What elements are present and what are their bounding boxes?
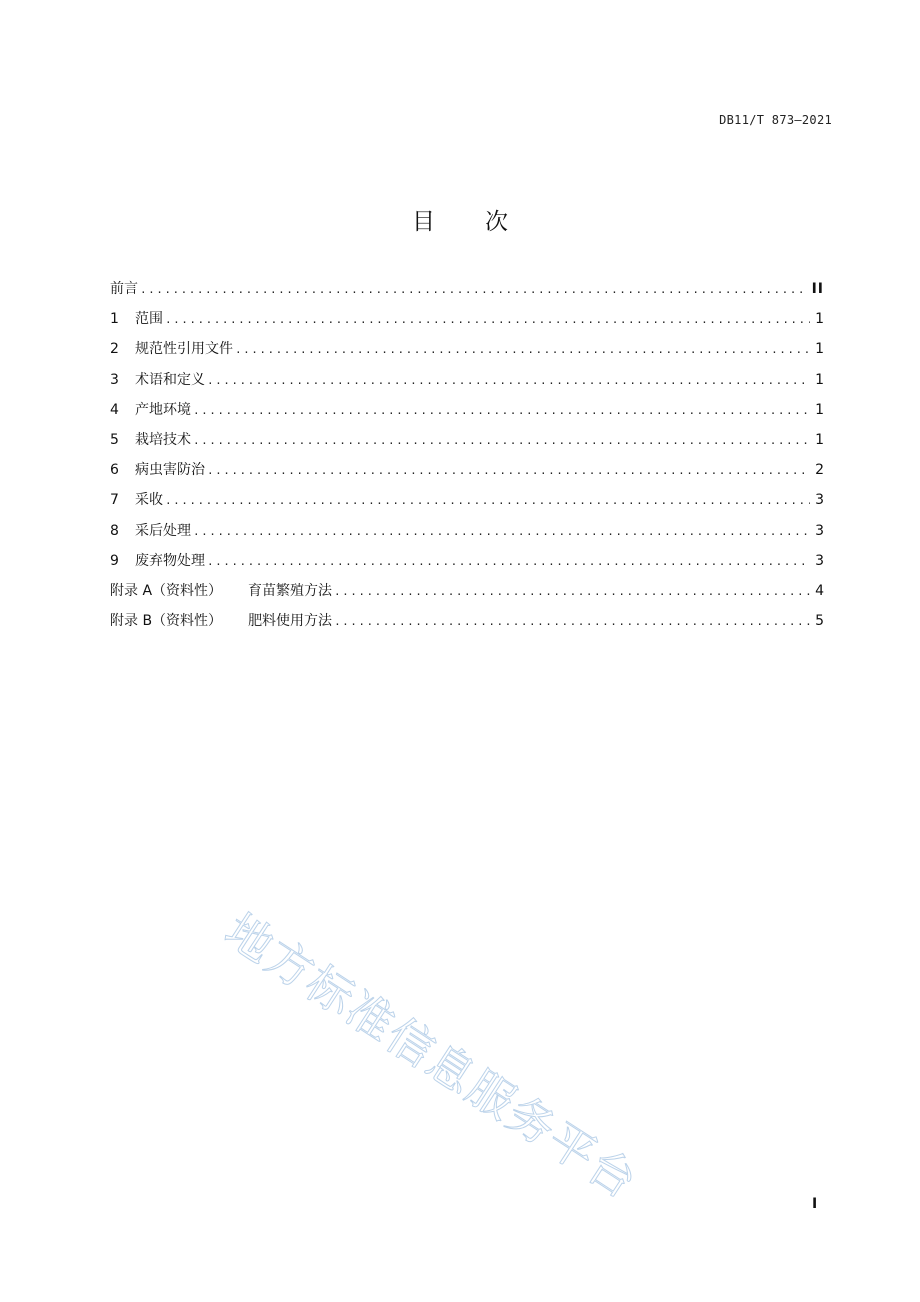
toc-leader-dots: [207, 552, 810, 572]
toc-label: 采后处理: [135, 522, 191, 539]
toc-leader-dots: [140, 280, 808, 300]
toc-section-number: 4: [110, 401, 119, 418]
table-of-contents: [110, 279, 824, 641]
page-title: [0, 203, 920, 236]
toc-section-number: 5: [110, 431, 119, 448]
toc-entry-3[interactable]: [110, 370, 824, 400]
annex-title: 肥料使用方法: [248, 613, 333, 630]
toc-leader-dots: [207, 461, 810, 481]
toc-leader-dots: [193, 401, 810, 421]
toc-entry-7[interactable]: [110, 490, 824, 520]
toc-entry-5[interactable]: [110, 430, 824, 460]
toc-entry-9[interactable]: [110, 551, 824, 581]
toc-page-number: 1: [815, 431, 824, 448]
page-number: I: [812, 1196, 818, 1212]
toc-page-number: 5: [815, 613, 824, 630]
toc-leader-dots: [165, 310, 810, 330]
toc-label: 产地环境: [135, 401, 191, 418]
toc-page-number: 1: [815, 341, 824, 358]
toc-section-number: 7: [110, 492, 119, 509]
toc-leader-dots: [235, 340, 810, 360]
toc-entry-foreword[interactable]: [110, 279, 824, 309]
toc-entry-annex-a[interactable]: [110, 581, 824, 611]
toc-label: 病虫害防治: [135, 462, 205, 479]
toc-label: 栽培技术: [135, 431, 191, 448]
toc-label: 前言: [110, 281, 138, 297]
toc-label: 术语和定义: [135, 371, 205, 388]
toc-leader-dots: [334, 612, 810, 632]
annex-designation: 附录 B（资料性）: [110, 613, 223, 630]
toc-section-number: 2: [110, 341, 119, 358]
title-char-2: 次: [485, 209, 508, 235]
annex-designation: 附录 A（资料性）: [110, 582, 223, 599]
toc-label: 范围: [135, 311, 163, 328]
toc-entry-2[interactable]: [110, 339, 824, 369]
toc-page-number: II: [811, 281, 824, 297]
toc-page-number: 4: [815, 582, 824, 599]
toc-leader-dots: [193, 431, 810, 451]
toc-page-number: 1: [815, 401, 824, 418]
toc-entry-8[interactable]: [110, 521, 824, 551]
toc-page-number: 2: [815, 462, 824, 479]
annex-title: 育苗繁殖方法: [248, 582, 333, 599]
toc-label: 采收: [135, 492, 163, 509]
toc-page-number: 3: [815, 492, 824, 509]
toc-label: 废弃物处理: [135, 552, 205, 569]
title-char-1: 目: [412, 209, 435, 235]
toc-entry-4[interactable]: [110, 400, 824, 430]
toc-leader-dots: [165, 491, 810, 511]
toc-page-number: 1: [815, 371, 824, 388]
toc-section-number: 9: [110, 552, 119, 569]
document-code: DB11/T 873—2021: [719, 113, 832, 127]
toc-section-number: 6: [110, 462, 119, 479]
toc-entry-1[interactable]: [110, 309, 824, 339]
toc-label: 规范性引用文件: [135, 341, 233, 358]
toc-leader-dots: [334, 582, 810, 602]
toc-section-number: 3: [110, 371, 119, 388]
toc-entry-6[interactable]: [110, 460, 824, 490]
toc-entry-annex-b[interactable]: [110, 611, 824, 641]
watermark: 地方标准信息服务平台: [215, 902, 648, 1210]
toc-leader-dots: [193, 522, 810, 542]
toc-page-number: 1: [815, 311, 824, 328]
toc-page-number: 3: [815, 522, 824, 539]
toc-label: [110, 611, 332, 631]
toc-leader-dots: [207, 371, 810, 391]
toc-label: [110, 581, 332, 601]
toc-section-number: 8: [110, 522, 119, 539]
toc-section-number: 1: [110, 311, 119, 328]
toc-page-number: 3: [815, 552, 824, 569]
